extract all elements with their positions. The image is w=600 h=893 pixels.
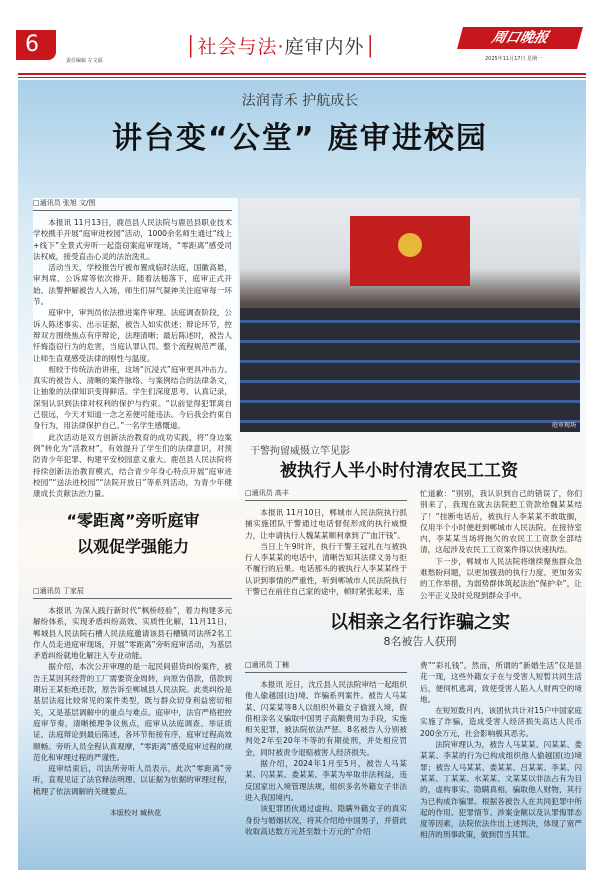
lead-byline: □通讯员 张旭 文/图 <box>33 198 232 211</box>
paragraph: 本报讯 11月13日，鹿邑县人民法院与鹿邑县职业技术学校携手开展“庭审进校园”活动，1000余名师生通过“线上+线下”全景式旁听一起盗窃案庭审现场，“零距离”感受司法权威，接受直击心灵的法治洗礼。 <box>33 218 232 261</box>
section-sub: 庭审内外 <box>284 36 365 58</box>
paragraph: 据介绍，2024年1月至5月，被告人马某某、闪某某、娄某某、李某为牟取非法利益，违反国家出入境管理法规，组织多名外籍女子非法进入我国境内。 <box>245 759 407 802</box>
page-number: 6 <box>16 30 56 60</box>
article2-col1 <box>245 488 407 597</box>
header-rule <box>18 73 586 75</box>
article2-byline: □通讯员 高丰 <box>245 488 407 501</box>
photo-caption: 庭审现场 <box>551 422 576 429</box>
editor-credit: 责任编辑 左文福 <box>66 58 103 64</box>
paragraph: 当日上午9时许，执行干警王冠礼在与被执行人李某某的电话中，清晰告知其法律义务与拒不履行的后果。电话那头的被执行人李某某终于认识到事情的严重性，听到郸城市人民法院执行干警已在前往自己家的途中，顿时紧张起来，连 <box>245 541 407 597</box>
article2-kicker: 干警拘留威慑立竿见影 <box>250 446 350 457</box>
paragraph: 庭审结束后，司法所旁听人员表示，此次“零距离”旁听，直观见证了法官释法明理、以证据为依据的审理过程，梳理了依法调解的关键要点。 <box>33 764 232 796</box>
article4-headline-line1: “零距离”旁听庭审 <box>66 511 200 530</box>
section-title: │社会与法·庭审内外│ <box>185 36 377 58</box>
paragraph: 据介绍，本次公开审理的是一起民间借贷纠纷案件，被告王某因其经营的工厂需要资金周转，向原告借款，借款到期后王某拒绝还款，原告诉至郸城县人民法院。此类纠纷是基层法庭比较常见的案件类型，既与群众切身利益密切相关，又是基层调解中的重点与难点。庭审中，法官严格把控庭审节奏，清晰梳理争议焦点，庭审从法庭调查、举证质证、法庭辩论到最后陈述，各环节衔接有序，庭审过程高效顺畅。旁听人员全程认真观摩，“零距离”感受庭审过程的规范化和审理过程的严谨性。 <box>33 662 232 762</box>
proofreader-credit: 本版校对 臧秋花 <box>109 809 162 817</box>
issue-date: 2025年11月17日 星期一 <box>485 56 543 62</box>
article3-subhead: 8名被告人获刑 <box>383 635 457 648</box>
article4-byline: □通讯员 丁家辰 <box>33 586 232 599</box>
paragraph: 法院审理认为，被告人马某某、闪某某、娄某某、李某的行为已构成组织他人偷越国(边)境罪；被告人马某某、娄某某、吕某某、李某、闪某某、丁某某、水某某、文某某以非法占有为目的，虚构事实、隐瞒真相，骗取他人财物，其行为已构成诈骗罪。根据各被告人在共同犯罪中所起的作用、犯罪情节、涉案金额以及认罪悔罪态度等因素，法院依法作出上述判决，体现了宽严相济的刑事政策，做到罚当其罪。 <box>420 740 582 840</box>
courtroom-photo <box>240 198 580 432</box>
paragraph: 下一步，郸城市人民法院将继续聚焦群众急难愁盼问题，以更加强劲的执行力度、更加务实的工作举措，为弱势群体筑起法治“保护伞”，让公平正义及时兑现到群众手中。 <box>420 556 582 600</box>
article2-headline: 被执行人半小时付清农民工工资 <box>280 461 518 481</box>
newspaper-logo: 周口晚报 <box>457 27 583 49</box>
paragraph: 本报讯 为深入践行新时代“枫桥经验”，着力构建多元解纷体系，实现矛盾纠纷高效、实质性化解，11月11日，郸城县人民法院石槽人民法庭邀请该县石槽镇司法所2名工作人员走进庭审现场，开展“零距离”旁听庭审活动，为基层矛盾纠纷就地化解注入专业动能。 <box>33 606 232 661</box>
article4-headline <box>33 508 233 560</box>
section-main: 社会与法· <box>197 36 285 58</box>
paragraph: 该犯罪团伙通过虚构、隐瞒外籍女子的真实身份与婚姻状况，将其介绍给中国男子，并借此收取高达数万元甚至数十万元的“介绍 <box>245 804 407 836</box>
paragraph: 费”“彩礼钱”。然而，所谓的“新婚生活”仅是昙花一现，这些外籍女子在与受害人短暂共同生活后，便伺机逃离，致使受害人陷入人财两空的境地。 <box>420 661 582 704</box>
header-rule-thin <box>18 77 586 78</box>
article4-headline-line2: 以观促学强能力 <box>76 537 189 556</box>
paragraph: 庭审中，审判员依法推进案件审理。法庭调查阶段，公诉人陈述事实、出示证据，被告人如实供述；辩论环节，控辩双方围绕焦点有序辩论，法理清晰；最后陈述时，被告人忏悔盗窃行为的危害，当庭认罪认罚。整个流程规范严谨，让师生直观感受法律的刚性与温度。 <box>33 308 232 363</box>
paragraph: 活动当天，学校报告厅被布置成临时法庭，国徽高悬，审判席、公诉席等依次排开。随着法槌落下，庭审正式开始。法警押解被告人入场，师生们屏气凝神关注庭审每一环节。 <box>33 263 232 307</box>
article3-byline: □通讯员 丁楠 <box>245 660 407 673</box>
article3-col2 <box>420 660 582 841</box>
lead-headline: 讲台变“公堂” 庭审进校园 <box>112 121 488 156</box>
paragraph: 本报讯 近日，沈丘县人民法院审结一起组织他人偷越国(边)境、诈骗系列案件。被告人马某某、闪某某等8人以组织外籍女子偷渡入境，假借相亲名义骗取中国男子高额费用为手段，实施相关犯罪，被法院依法严惩。8名被告人分别被判处2年至20年不等的有期徒刑，并处相应罚金，同时被责令退赔被害人经济损失。 <box>245 680 407 757</box>
article4 <box>33 586 238 797</box>
paragraph: 忙道歉：“别别，我认识到自己的错误了，你们别来了，我现在就去法院把工资款给魏某某结了！”挂断电话后，被执行人李某某不敢耽搁，仅用半个小时便赶到郸城市人民法院。在接待室内，李某某当场将拖欠的农民工工资款全部结清，这起涉及农民工工资案件得以快速执结。 <box>420 489 582 555</box>
audience <box>240 308 580 432</box>
paragraph: 在短短数月内，该团伙共计对15户中国家庭实施了诈骗，造成受害人经济损失高达人民币200余万元，社会影响极其恶劣。 <box>420 706 582 738</box>
article3-col1 <box>245 660 407 837</box>
article2-col2 <box>420 488 582 601</box>
paragraph: 相较于传统法治讲座，这场“沉浸式”庭审更具冲击力。真实的被告人、清晰的案件脉络、与案例结合的法律条文，让抽象的法律知识变得鲜活。学生们深度思考、认真记录，深刻认识到法律对权利的保护与约束。“以前觉得犯罪离自己很远，今天才知道一念之差便可能违法。今后我会约束自身行为，用法律保护自己。”一名学生感慨道。 <box>33 364 232 431</box>
lead-article <box>33 198 238 499</box>
lead-kicker: 法润青禾 护航成长 <box>241 93 359 109</box>
article3-headline: 以相亲之名行诈骗之实 <box>330 612 510 633</box>
paragraph: 此次活动是双方创新法治教育的成功实践，将“身边案例”转化为“活教材”，有效提升了学生们的法律意识，对预防青少年犯罪、构建平安校园意义重大。鹿邑县人民法院将持续创新法治教育模式，结合青少年身心特点开展“庭审进校园”“送法进校园”“法院开放日”等系列活动，为青少年健康成长贡献法治力量。 <box>33 432 232 499</box>
paragraph: 本报讯 11月10日，郸城市人民法院执行抓捕实施团队干警通过电话督促形成的执行威慑力，让申请执行人魏某某顺利拿到了“血汗钱”。 <box>245 508 407 540</box>
national-emblem-icon <box>398 233 422 257</box>
